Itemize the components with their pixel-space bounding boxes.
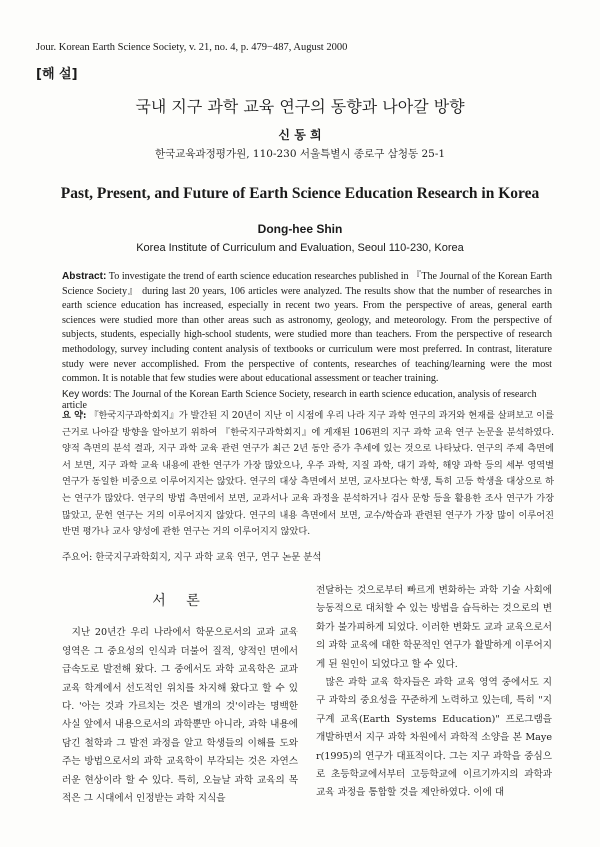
korean-abstract-text: 『한국지구과학회지』가 발간된 지 20년이 지난 이 시점에 우리 나라 지구 과학 연구의 과거와 현재를 살펴보고 이를 근거로 나아갈 방향을 알아보기 위하여 『한국지구과학회지』에 게재된 106편의 지구 과학 교육 연구 논문을 분석하였다. 양적 측면의 분석 결과, 지구 과학 교육 관련 연구가 최근 2년 동안 증가 추세에 있는 것으로 나타났다. 연구의 주제 측면에서 보면, 지구 과학 교육 내용에 관한 연구가 가장 많았으나, 우주 과학, 지질 과학, 대기 과학, 해양 과학 등의 세부 영역별 연구가 동일한 비중으로 이루어지지는 않았다. 연구의 대상 측면에서 보면, 교사보다는 학생, 특히 고등 학생을 대상으로 하는 연구가 많았다. 연구의 방법 측면에서 보면, 교과서나 교육 과정을 분석하거나 검사 문항 등을 활용한 조사 연구가 가장 많았고, 문헌 연구는 거의 이루어지지 않았다. 연구의 내용 측면에서 보면, 교수/학습과 관련된 연구가 가장 많이 이루어진 반면 평가나 교사 양성에 관한 연구는 거의 이루어지지 않았다. [62,410,554,538]
section-label: [해 설] [36,67,78,82]
keywords-text: The Journal of the Korean Earth Science Society, research in earth science education, analysis of research article [62,389,537,411]
left-paragraph: 지난 20년간 우리 나라에서 학문으로서의 교과 교육 영역은 그 중요성의 인식과 더불어 질적, 양적인 면에서 급속도로 발전해 왔다. 그 중에서도 과학 교육학은 교과 교육 학계에서 선도적인 위치를 차지해 왔다고 할 수 있다. '아는 것과 가르치는 것은 별개의 것'이라는 명백한 사실 앞에서 내용으로서의 과학뿐만 아니라, 과학 내용에 담긴 철학과 그 발전 과정을 알고 학생들의 이해를 도와주는 방법으로서의 과학 교육학이 부각되는 것은 자연스러운 현상이라 할 수 있다. 특히, 오늘날 과학 교육의 목적은 그 시대에서 인정받는 과학 지식을 [62,627,298,805]
korean-keywords-label: 주요어: [62,552,93,563]
korean-abstract [62,408,554,541]
keywords-label: Key words: [62,389,112,400]
abstract-text: To investigate the trend of earth science education researches published in 『The Journal of the Korean Earth Science Society』 during last 20 years, 106 articles were analyzed. The results show that the number of researches in earth science education has increased, especially in recent two years. From the perspective of areas, general earth sciences were studied more than other areas such as astronomy, geology, and meteorology. From the perspective of subjects, students, especially high-school students, were studied more than teachers. From the perspective of research methodology, survey including content analysis of textbooks or curriculum were most preferred. In contrast, literature study were never accomplished. From the perspective of contents, researches of teaching/learning were the most common. It is notable that few studies were about educational assessment or teacher training. [62,271,552,385]
korean-keywords [62,549,321,563]
korean-abstract-label: 요 약: [62,410,87,421]
left-column [62,582,298,808]
abstract [62,270,552,387]
right-paragraph-continued: 전달하는 것으로부터 빠르게 변화하는 과학 기술 사회에 능동적으로 대처할 수 있는 방법을 습득하는 것으로의 변화가 불가피하게 되었다. 이러한 변화도 교과 교육으로서의 과학 교육에 대한 학문적인 연구가 활발하게 이루어지게 된 원인이 되었다고 할 수 있다. [316,585,552,670]
english-title: Past, Present, and Future of Earth Science Education Research in Korea [60,185,540,202]
korean-author: 신 동 희 [278,128,322,142]
korean-title: 국내 지구 과학 교육 연구의 동향과 나아갈 방향 [135,97,465,116]
korean-affiliation: 한국교육과정평가원, 110-230 서울특별시 종로구 삼청동 25-1 [154,148,446,160]
right-column [316,582,552,803]
journal-citation: Jour. Korean Earth Science Society, v. 21, no. 4, p. 479−487, August 2000 [36,42,348,53]
right-paragraph: 많은 과학 교육 학자들은 과학 교육 영역 중에서도 지구 과학의 중요성을 꾸준하게 노력하고 있는데, 특히 "지구계 교육(Earth Systems Education)" 프로그램을 개발하면서 지구 과학 차원에서 과학적 소양을 본 Mayer(1995)의 연구가 대표적이다. 그는 지구 과학을 중심으로 초등학교에서부터 고등학교에 이르기까지의 과학과 교육 과정을 통합할 것을 제안하였다. 이에 대 [316,677,552,799]
english-affiliation: Korea Institute of Curriculum and Evaluation, Seoul 110-230, Korea [136,242,464,254]
korean-keywords-text: 한국지구과학회지, 지구 과학 교육 연구, 연구 논문 분석 [95,552,322,563]
intro-heading: 서 론 [152,593,208,609]
abstract-label: Abstract: [62,271,107,282]
english-author: Dong-hee Shin [257,222,343,236]
